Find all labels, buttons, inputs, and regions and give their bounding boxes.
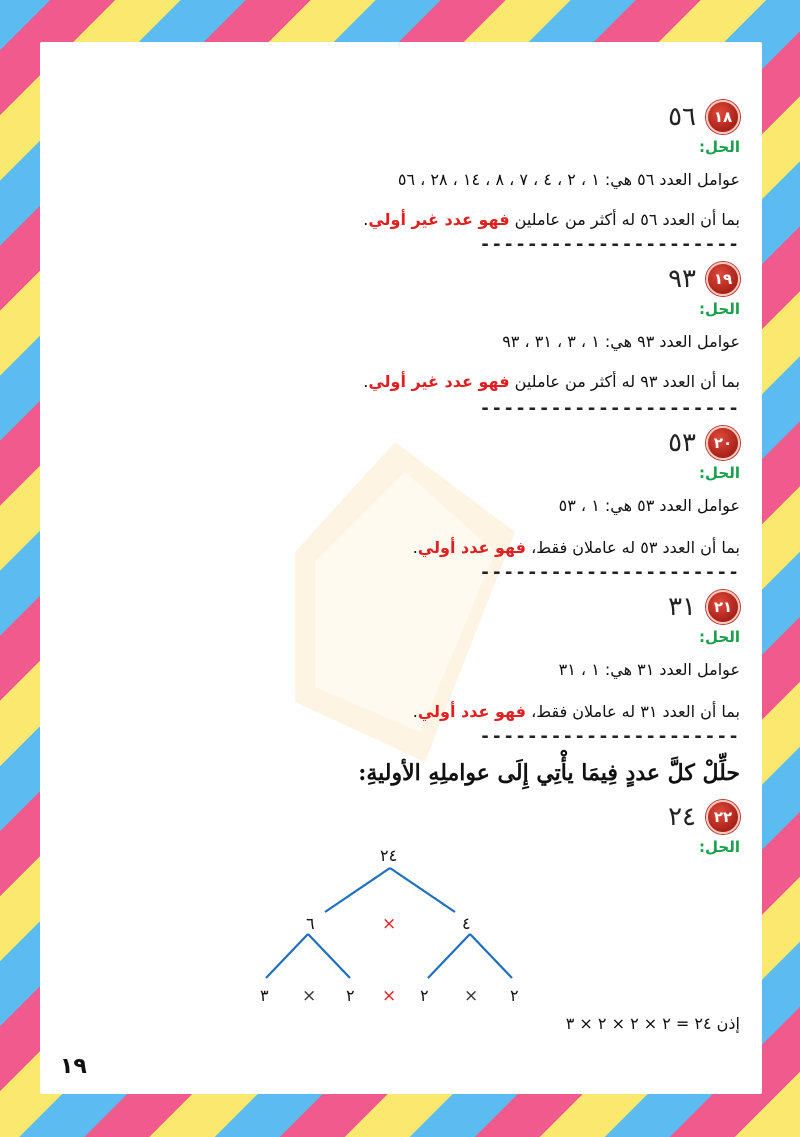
question-number: ٥٦: [668, 102, 696, 132]
conclusion-text: بما أن العدد ٥٣ له عاملان فقط،: [526, 538, 740, 557]
separator: ----------------------: [479, 726, 740, 747]
solution-label: الحل:: [699, 628, 740, 646]
question-number: ٥٣: [668, 428, 696, 458]
tree-branch: [325, 868, 390, 912]
worksheet-page: [40, 42, 762, 1094]
solution-label: الحل:: [699, 300, 740, 318]
section-instruction: حلِّلْ كلَّ عددٍ فِيمَا يأْتِي إِلَى عواملِهِ الأوليةِ:: [358, 760, 740, 786]
conclusion-line: [413, 702, 740, 721]
question-badge: ٢٢: [706, 800, 740, 834]
factors-line: عوامل العدد ٥٣ هي: ١ ، ٥٣: [558, 496, 740, 515]
question-21-header: [668, 590, 740, 624]
solution-label: الحل:: [699, 138, 740, 156]
conclusion-line: [363, 210, 740, 229]
separator: ----------------------: [479, 398, 740, 419]
question-number: ٩٣: [668, 264, 696, 294]
conclusion-emphasis: فهو عدد أولي: [417, 538, 527, 557]
tree-times-red: ×: [382, 986, 397, 1006]
question-18-header: [668, 100, 740, 134]
tree-branch: [470, 934, 512, 978]
conclusion-text: بما أن العدد ٣١ له عاملان فقط،: [526, 702, 740, 721]
tree-leaf: ٢: [346, 986, 355, 1005]
factors-line: عوامل العدد ٩٣ هي: ١ ، ٣ ، ٣١ ، ٩٣: [502, 332, 740, 351]
solution-label: الحل:: [699, 838, 740, 856]
conclusion-emphasis: فهو عدد أولي: [417, 702, 527, 721]
factors-line: عوامل العدد ٣١ هي: ١ ، ٣١: [558, 660, 740, 679]
conclusion-end: .: [363, 210, 369, 229]
tree-node-right: ٤: [462, 914, 471, 933]
question-19-header: [668, 262, 740, 296]
question-badge: ٢١: [706, 590, 740, 624]
factors-line: عوامل العدد ٥٦ هي: ١ ، ٢ ، ٤ ، ٧ ، ٨ ، ١٤ ، ٢٨ ، ٥٦: [397, 170, 740, 189]
conclusion-text: بما أن العدد ٩٣ له أكثر من عاملين: [509, 372, 740, 391]
tree-times: ×: [464, 986, 479, 1006]
separator: ----------------------: [479, 562, 740, 583]
question-badge: ١٨: [706, 100, 740, 134]
conclusion-text: بما أن العدد ٥٦ له أكثر من عاملين: [509, 210, 740, 229]
factorization-result: إذن ٢٤ = ٢ × ٢ × ٢ × ٣: [565, 1014, 740, 1033]
tree-leaf: ٢: [420, 986, 429, 1005]
tree-leaf: ٣: [260, 986, 269, 1005]
factor-tree: [230, 842, 560, 1012]
question-badge: ٢٠: [706, 426, 740, 460]
tree-branch: [428, 934, 470, 978]
tree-root: ٢٤: [380, 846, 398, 865]
question-badge: ١٩: [706, 262, 740, 296]
conclusion-emphasis: فهو عدد غير أولي: [368, 372, 510, 391]
question-number: ٣١: [668, 592, 696, 622]
tree-times: ×: [302, 986, 317, 1006]
conclusion-end: .: [412, 702, 418, 721]
solution-label: الحل:: [699, 464, 740, 482]
page-number: ١٩: [60, 1054, 87, 1079]
question-20-header: [668, 426, 740, 460]
tree-times-red: ×: [382, 914, 397, 934]
conclusion-end: .: [412, 538, 418, 557]
tree-branch: [266, 934, 308, 978]
conclusion-line: [363, 372, 740, 391]
tree-branch: [308, 934, 350, 978]
conclusion-emphasis: فهو عدد غير أولي: [368, 210, 510, 229]
question-number: ٢٤: [668, 802, 696, 832]
tree-leaf: ٢: [510, 986, 519, 1005]
conclusion-end: .: [363, 372, 369, 391]
question-22-header: [668, 800, 740, 834]
tree-branch: [390, 868, 455, 912]
conclusion-line: [413, 538, 740, 557]
book-watermark-icon: [255, 402, 555, 782]
tree-node-left: ٦: [306, 914, 315, 933]
separator: ----------------------: [479, 234, 740, 255]
